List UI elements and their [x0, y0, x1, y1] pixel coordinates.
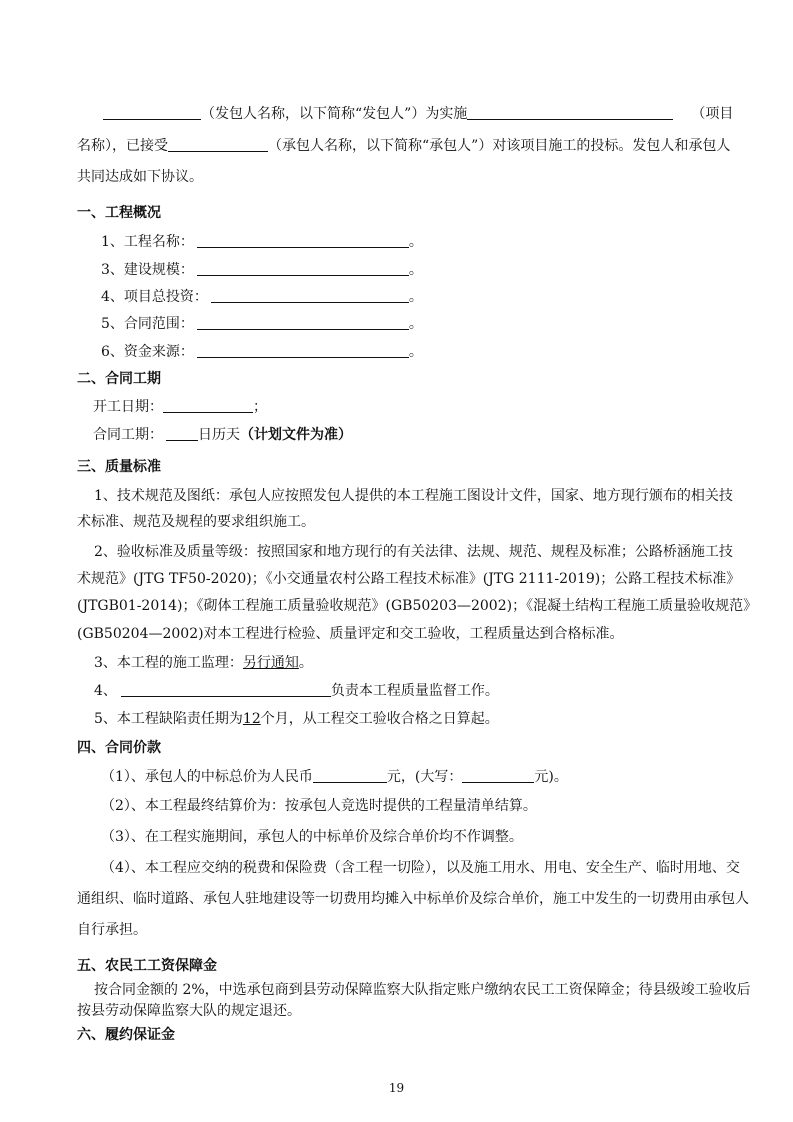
- paragraph-line: （3）、在工程实施期间，承包人的中标单价及综合单价均不作调整。: [101, 829, 523, 845]
- paragraph-line: （4）、本工程应交纳的税费和保险费（含工程一切险），以及施工用水、用电、安全生产、临时用地、交: [101, 860, 740, 876]
- paragraph-line: 术规范》(JTG TF50-2020)；《小交通量农村公路工程技术标准》(JTG 2111-2019)；公路工程技术标准》: [77, 571, 741, 587]
- supervisor-blank[interactable]: [121, 682, 331, 697]
- start-date-line: 开工日期： ；: [93, 399, 267, 415]
- overview-item: 3、建设规模： 。: [101, 262, 423, 278]
- supervision-line: 3、本工程的施工监理：另行通知。: [94, 655, 313, 671]
- price-number-blank[interactable]: [313, 768, 387, 783]
- overview-item: 5、合同范围： 。: [101, 316, 423, 332]
- section-title: 三、质量标准: [77, 459, 161, 475]
- section-title: 一、工程概况: [77, 205, 161, 221]
- employer-name-blank[interactable]: [103, 105, 201, 120]
- section-title: 二、合同工期: [77, 371, 161, 387]
- defect-liability-line: 5、本工程缺陷责任期为12个月，从工程交工验收合格之日算起。: [94, 711, 499, 727]
- section-title: 四、合同价款: [77, 740, 161, 756]
- overview-item: 4、项目总投资： 。: [101, 289, 423, 305]
- intro-text: 名称），已接受: [77, 138, 168, 154]
- field-blank[interactable]: [197, 261, 409, 276]
- intro-text: （承包人名称，以下简称“承包人”）对该项目施工的投标。发包人和承包人: [268, 138, 731, 154]
- supervision-value: 另行通知: [242, 655, 299, 671]
- overview-item: 1、工程名称： 。: [101, 234, 423, 250]
- paragraph-line: 自行承担。: [77, 922, 147, 938]
- field-blank[interactable]: [197, 315, 409, 330]
- field-blank[interactable]: [211, 288, 409, 303]
- paragraph-line: 2、验收标准及质量等级：按照国家和地方现行的有关法律、法规、规范、规程及标准；公路桥涵施工技: [94, 544, 733, 560]
- intro-line-1: [103, 105, 733, 123]
- contractor-name-blank[interactable]: [168, 137, 268, 152]
- duration-blank[interactable]: [166, 426, 198, 441]
- price-words-blank[interactable]: [462, 768, 534, 783]
- quality-supervision-line: 4、 负责本工程质量监督工作。: [94, 683, 499, 699]
- bid-price-line: （1）、承包人的中标总价为人民币 元，(大写： 元)。: [101, 769, 568, 785]
- intro-line-2: [77, 137, 730, 155]
- defect-months-value: 12: [242, 711, 261, 727]
- field-blank[interactable]: [197, 233, 409, 248]
- section-title: 五、农民工工资保障金: [77, 958, 217, 974]
- intro-text: （发包人名称，以下简称“发包人”）为实施: [201, 106, 468, 122]
- paragraph-line: 按县劳动保障监察大队的规定退还。: [77, 1003, 301, 1019]
- field-blank[interactable]: [197, 343, 409, 358]
- duration-line: 合同工期： 日历天（计划文件为准）: [93, 427, 352, 443]
- project-blank[interactable]: [467, 105, 673, 120]
- intro-line-3: 共同达成如下协议。: [77, 169, 203, 185]
- paragraph-line: （2）、本工程最终结算价为：按承包人竞选时提供的工程量清单结算。: [101, 798, 537, 814]
- paragraph-line: 术标准、规范及规程的要求组织施工。: [77, 514, 315, 530]
- paragraph-line: 按合同金额的 2%，中选承包商到县劳动保障监察大队指定账户缴纳农民工工资保障金；待县级竣工验收后: [94, 982, 751, 998]
- start-date-blank[interactable]: [163, 398, 253, 413]
- intro-text: （项目: [691, 106, 734, 122]
- section-title: 六、履约保证金: [77, 1027, 175, 1043]
- paragraph-line: (JTGB01-2014)；《砌体工程施工质量验收规范》(GB50203—2002)；《混凝土结构工程施工质量验收规范》: [77, 598, 758, 614]
- overview-item: 6、资金来源： 。: [101, 344, 423, 360]
- page-number: 19: [388, 1081, 405, 1095]
- paragraph-line: 1、技术规范及图纸：承包人应按照发包人提供的本工程施工图设计文件，国家、地方现行颁布的相关技: [94, 488, 733, 504]
- paragraph-line: (GB50204—2002)对本工程进行检验、质量评定和交工验收，工程质量达到合格标准。: [77, 626, 624, 642]
- paragraph-line: 通组织、临时道路、承包人驻地建设等一切费用均摊入中标单价及综合单价，施工中发生的一切费用由承包人: [77, 891, 749, 907]
